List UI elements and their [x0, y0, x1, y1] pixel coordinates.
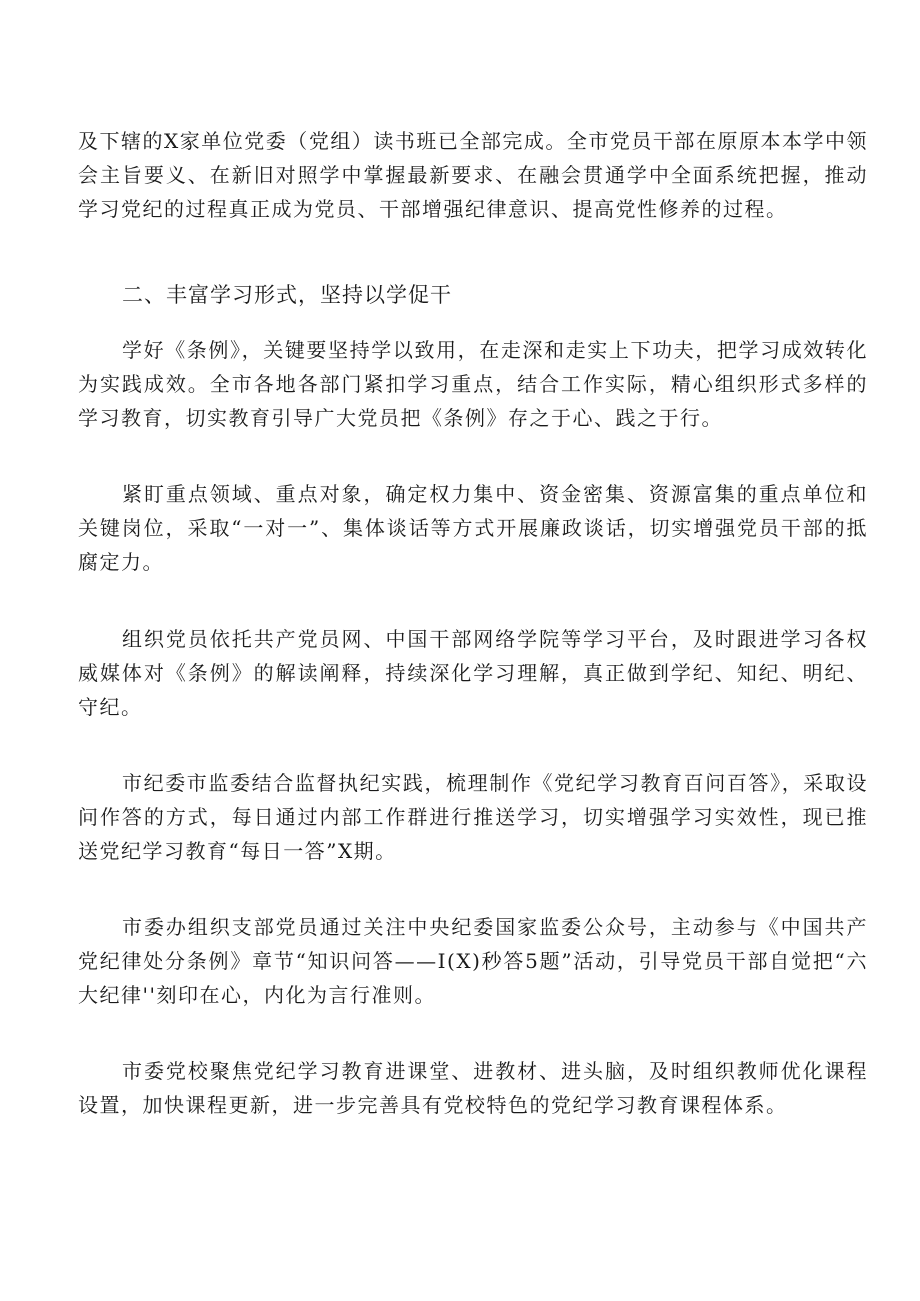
paragraph-party-school: 市委党校聚焦党纪学习教育进课堂、进教材、进头脑，及时组织教师优化课程设置，加快课程更新，进一步完善具有党校特色的党纪学习教育课程体系。 — [78, 1059, 868, 1117]
paragraph-party-office: 市委办组织支部党员通过关注中央纪委国家监委公众号，主动参与《中国共产党纪律处分条例》章节“知识问答——I(X)秒答5题”活动，引导党员干部自觉把“六大纪律''刻印在心，内化为言行准则。 — [78, 915, 868, 1007]
paragraph-study-regulations: 学好《条例》，关键要坚持学以致用，在走深和走实上下功夫，把学习成效转化为实践成效。全市各地各部门紧扣学习重点，结合工作实际，精心组织形式多样的学习教育，切实教育引导广大党员把《条例》存之于心、践之于行。 — [78, 338, 868, 430]
intro-paragraph: 及下辖的X家单位党委（党组）读书班已全部完成。全市党员干部在原原本本学中领会主旨要义、在新旧对照学中掌握最新要求、在融会贯通学中全面系统把握，推动学习党纪的过程真正成为党员、干部增强纪律意识、提高党性修养的过程。 — [78, 129, 868, 221]
paragraph-key-areas: 紧盯重点领域、重点对象，确定权力集中、资金密集、资源富集的重点单位和关键岗位，采取“一对一”、集体谈话等方式开展廉政谈话，切实增强党员干部的抵腐定力。 — [78, 482, 868, 574]
paragraph-discipline-commission: 市纪委市监委结合监督执纪实践，梳理制作《党纪学习教育百问百答》，采取设问作答的方式，每日通过内部工作群进行推送学习，切实增强学习实效性，现已推送党纪学习教育“每日一答”X期。 — [78, 771, 868, 863]
section-heading: 二、丰富学习形式，坚持以学促干 — [122, 283, 452, 307]
paragraph-online-platforms: 组织党员依托共产党员网、中国干部网络学院等学习平台，及时跟进学习各权威媒体对《条例》的解读阐释，持续深化学习理解，真正做到学纪、知纪、明纪、守纪。 — [78, 627, 868, 719]
